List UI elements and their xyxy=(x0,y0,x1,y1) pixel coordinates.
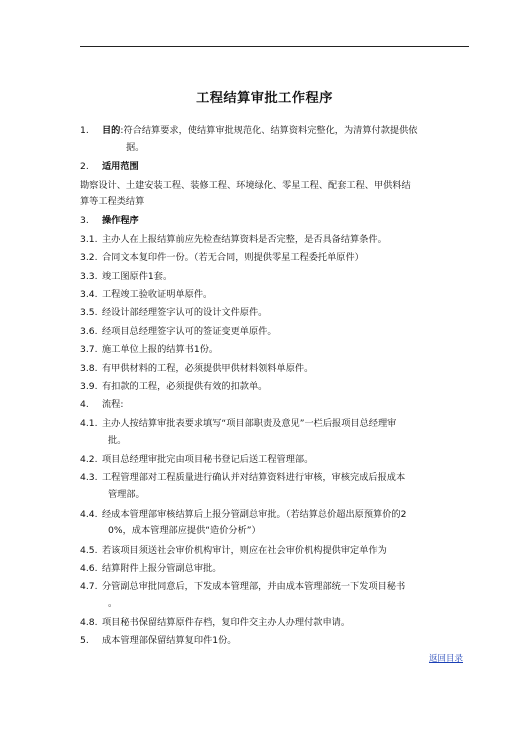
item-text: 算等工程类结算 xyxy=(80,196,145,207)
item-number: 3.1. xyxy=(80,234,98,245)
item-number: 5. xyxy=(80,635,89,646)
item-number: 1. xyxy=(80,125,89,136)
item-text: 勘察设计、土建安装工程、装修工程、环境绿化、零星工程、配套工程、甲供料结 xyxy=(80,180,411,191)
item-text: 管理部。 xyxy=(108,489,145,500)
item-text: 经设计部经理签字认可的设计文件原件。 xyxy=(102,307,268,318)
item-text: 竣工图原件1套。 xyxy=(102,271,173,282)
item-text: 结算附件上报分管副总审批。 xyxy=(102,563,222,574)
item-number: 4.3. xyxy=(80,472,98,483)
item-text: 主办人在上报结算前应先检查结算资料是否完整，是否具备结算条件。 xyxy=(102,234,387,245)
item-number: 4.2. xyxy=(80,454,98,465)
item-text: 工程竣工验收证明单原件。 xyxy=(102,289,213,300)
item-number: 3.8. xyxy=(80,363,98,374)
item-text: 主办人按结算审批表要求填写“项目部职责及意见”一栏后报项目总经理审 xyxy=(102,418,397,429)
item-text: 项目总经理审批完由项目秘书登记后送工程管理部。 xyxy=(102,454,314,465)
item-text: 若该项目须送社会审价机构审计，则应在社会审价机构提供审定单作为 xyxy=(102,545,387,556)
item-number: 3.9. xyxy=(80,381,98,392)
header-rule xyxy=(80,46,469,47)
item-text: 操作程序 xyxy=(102,215,139,226)
item-number: 2. xyxy=(80,161,89,172)
item-number: 3. xyxy=(80,215,89,226)
item-text: 合同文本复印件一份。（若无合同，则提供零星工程委托单原件） xyxy=(102,252,364,263)
item-text: 项目秘书保留结算原件存档，复印件交主办人办理付款申请。 xyxy=(102,617,351,628)
item-number: 4. xyxy=(80,399,89,410)
item-text: 。 xyxy=(108,598,118,609)
item-text: 流程: xyxy=(102,399,124,410)
item-number: 4.1. xyxy=(80,418,98,429)
item-number: 3.7. xyxy=(80,344,98,355)
item-text: 有甲供材料的工程，必须提供甲供材料领料单原件。 xyxy=(102,363,314,374)
item-number: 4.6. xyxy=(80,563,98,574)
item-text: 工程管理部对工程质量进行确认并对结算资料进行审核，审核完成后报成本 xyxy=(102,472,406,483)
item-number: 4.8. xyxy=(80,617,98,628)
item-text: 批。 xyxy=(108,435,127,446)
item-text: 施工单位上报的结算书1份。 xyxy=(102,344,219,355)
item-number: 3.2. xyxy=(80,252,98,263)
item-text: 经项目总经理签字认可的签证变更单原件。 xyxy=(102,326,277,337)
item-number: 3.5. xyxy=(80,307,98,318)
item-number: 3.4. xyxy=(80,289,98,300)
item-number: 4.5. xyxy=(80,545,98,556)
item-number: 4.4. xyxy=(80,509,98,520)
item-text: 经成本管理部审核结算后上报分管副总审批。（若结算总价超出原预算价的2 xyxy=(102,509,407,520)
item-number: 3.3. xyxy=(80,271,98,282)
item-body: :符合结算要求，使结算审批规范化、结算资料完整化，为清算付款提供依 xyxy=(120,125,418,136)
item-text: 成本管理部保留结算复印件1份。 xyxy=(102,635,237,646)
item-number: 4.7. xyxy=(80,581,98,592)
item-heading: 目的 xyxy=(102,125,121,136)
item-text: 0%，成本管理部应提供“造价分析”） xyxy=(108,525,261,536)
item-text: 分管副总审批同意后，下发成本管理部，并由成本管理部统一下发项目秘书 xyxy=(102,581,406,592)
item-text xyxy=(102,124,417,137)
item-text: 有扣款的工程，必须提供有效的扣款单。 xyxy=(102,381,268,392)
item-text: 适用范围 xyxy=(102,161,139,172)
page-title: 工程结算审批工作程序 xyxy=(196,91,333,106)
return-to-toc-link[interactable]: 返回目录 xyxy=(428,654,463,664)
item-number: 3.6. xyxy=(80,326,98,337)
item-text: 据。 xyxy=(126,142,145,153)
